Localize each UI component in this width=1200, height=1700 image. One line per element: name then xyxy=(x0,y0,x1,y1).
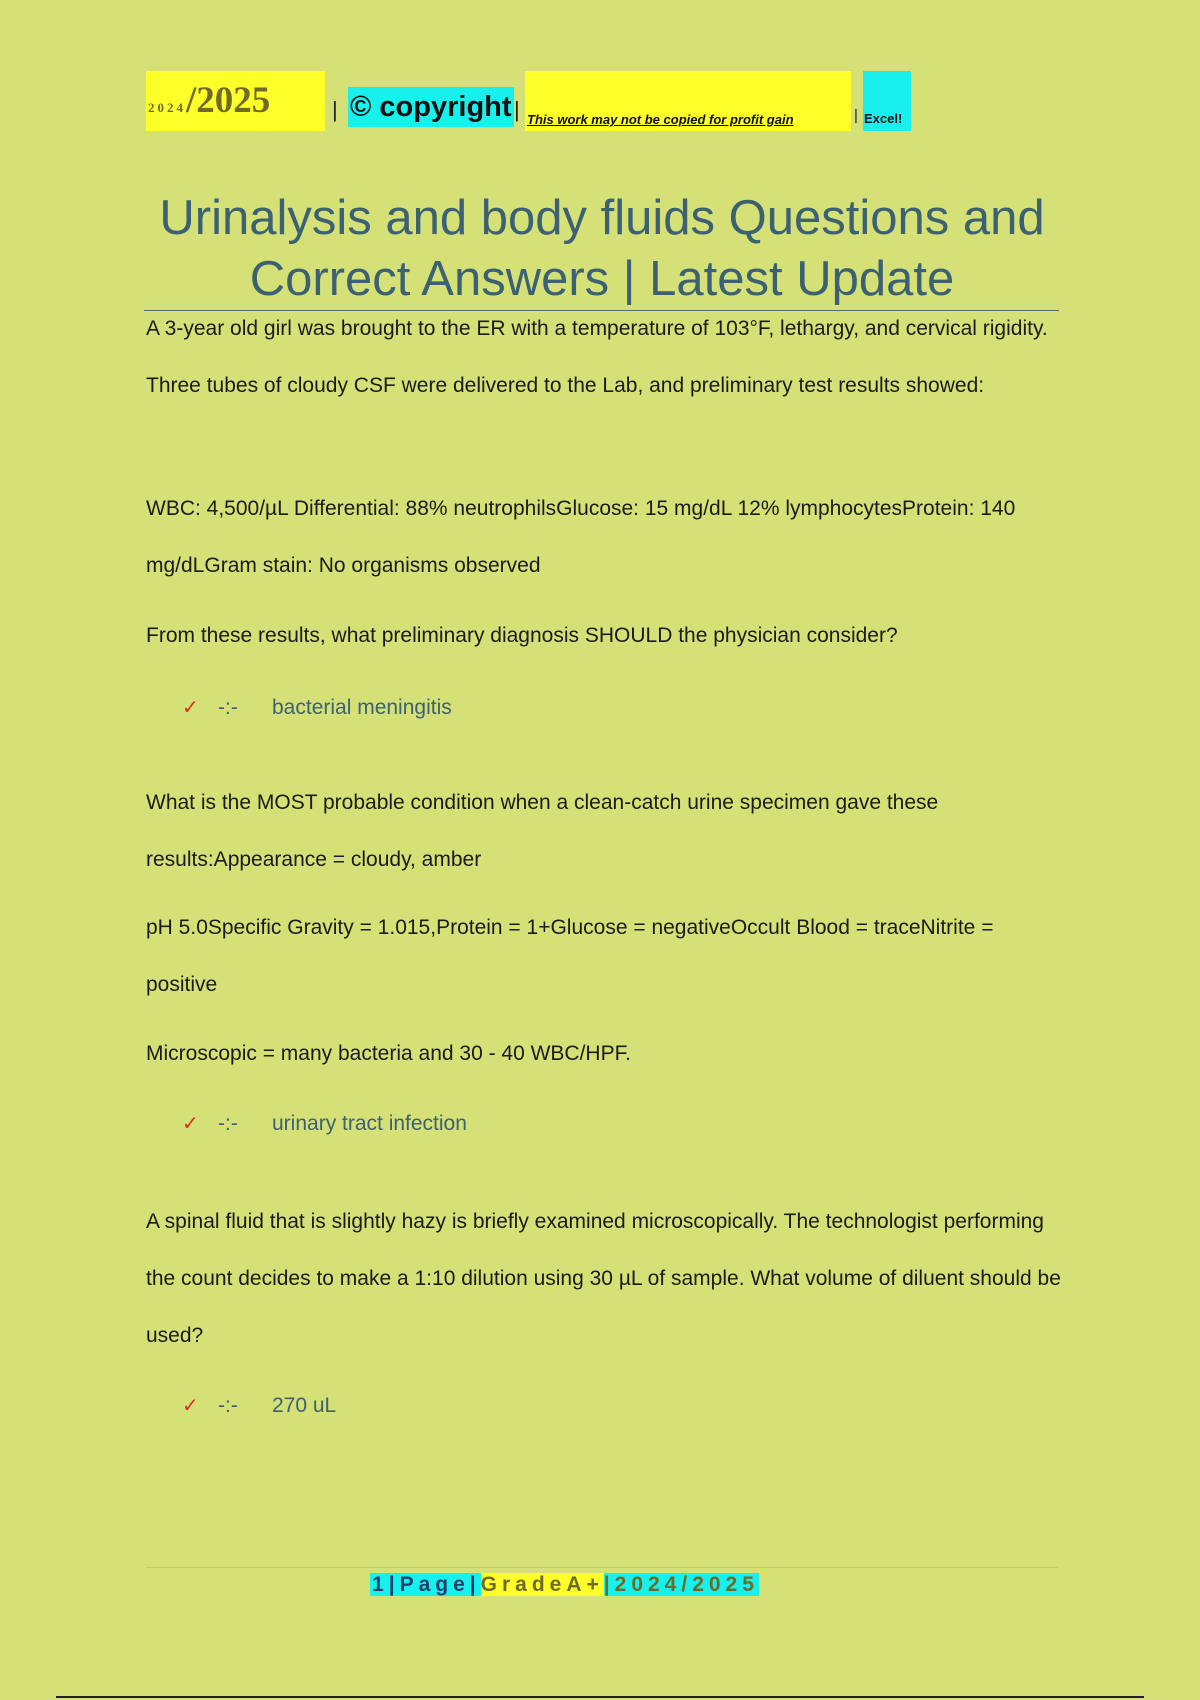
check-icon: ✓ xyxy=(182,1395,199,1417)
question-1-text: A 3-year old girl was brought to the ER with a temperature of 103°F, lethargy, and cervical rigidity. Three tubes of cloudy CSF were delivered to the Lab, and preliminary test results showed: xyxy=(146,317,1048,397)
header-excel-text: Excel! xyxy=(864,111,903,126)
question-3-text: A spinal fluid that is slightly hazy is briefly examined microscopically. The technologist performing the count decides to make a 1:10 dilution using 30 µL of sample. What volume of diluent should be used? xyxy=(146,1210,1061,1347)
page-bottom-rule xyxy=(56,1696,1144,1698)
title-line-1: Urinalysis and body fluids Questions and xyxy=(159,191,1045,245)
question-2-text: What is the MOST probable condition when a clean-catch urine specimen gave these results:Appearance = cloudy, amber xyxy=(146,791,939,871)
header-separator: | xyxy=(514,97,520,122)
footer-grade: GradeA+ xyxy=(480,1573,604,1596)
footer-rule xyxy=(146,1567,1058,1568)
header-year-box xyxy=(146,71,325,131)
answer-separator: -:- xyxy=(218,696,238,719)
check-icon: ✓ xyxy=(182,697,199,719)
footer-year: |2024/2025 xyxy=(603,1573,759,1596)
footer-page-number: 1 xyxy=(372,1573,389,1596)
question-1-prompt: From these results, what preliminary diagnosis SHOULD the physician consider? xyxy=(146,624,898,647)
header-separator: | xyxy=(854,107,858,124)
header-year-small: 2024 xyxy=(148,100,186,115)
footer-page-label: |Page| xyxy=(388,1573,481,1596)
header-excel-box xyxy=(863,71,911,131)
answer-separator: -:- xyxy=(218,1394,238,1417)
header-notice-text: This work may not be copied for profit gain xyxy=(527,112,794,127)
answer-text: 270 uL xyxy=(272,1394,337,1417)
question-2-microscopic: Microscopic = many bacteria and 30 - 40 WBC/HPF. xyxy=(146,1042,631,1065)
header-separator: | xyxy=(332,97,338,122)
answer-text: urinary tract infection xyxy=(272,1112,467,1135)
footer-page-box xyxy=(370,1573,481,1596)
header-notice-box xyxy=(525,71,851,131)
header-copyright: © copyright xyxy=(348,87,514,127)
check-icon: ✓ xyxy=(182,1113,199,1135)
answer-text: bacterial meningitis xyxy=(272,696,452,719)
title-line-2: Correct Answers | Latest Update xyxy=(249,252,955,306)
document-title xyxy=(146,188,1058,310)
question-1-results: WBC: 4,500/µL Differential: 88% neutrophilsGlucose: 15 mg/dL 12% lymphocytesProtein: 140 mg/dLGram stain: No organisms observed xyxy=(146,497,1016,577)
page-footer xyxy=(370,1570,759,1600)
question-2-results: pH 5.0Specific Gravity = 1.015,Protein = 1+Glucose = negativeOccult Blood = traceNitrite = positive xyxy=(146,916,994,996)
answer-separator: -:- xyxy=(218,1112,238,1135)
header-year-big: /2025 xyxy=(186,80,271,121)
